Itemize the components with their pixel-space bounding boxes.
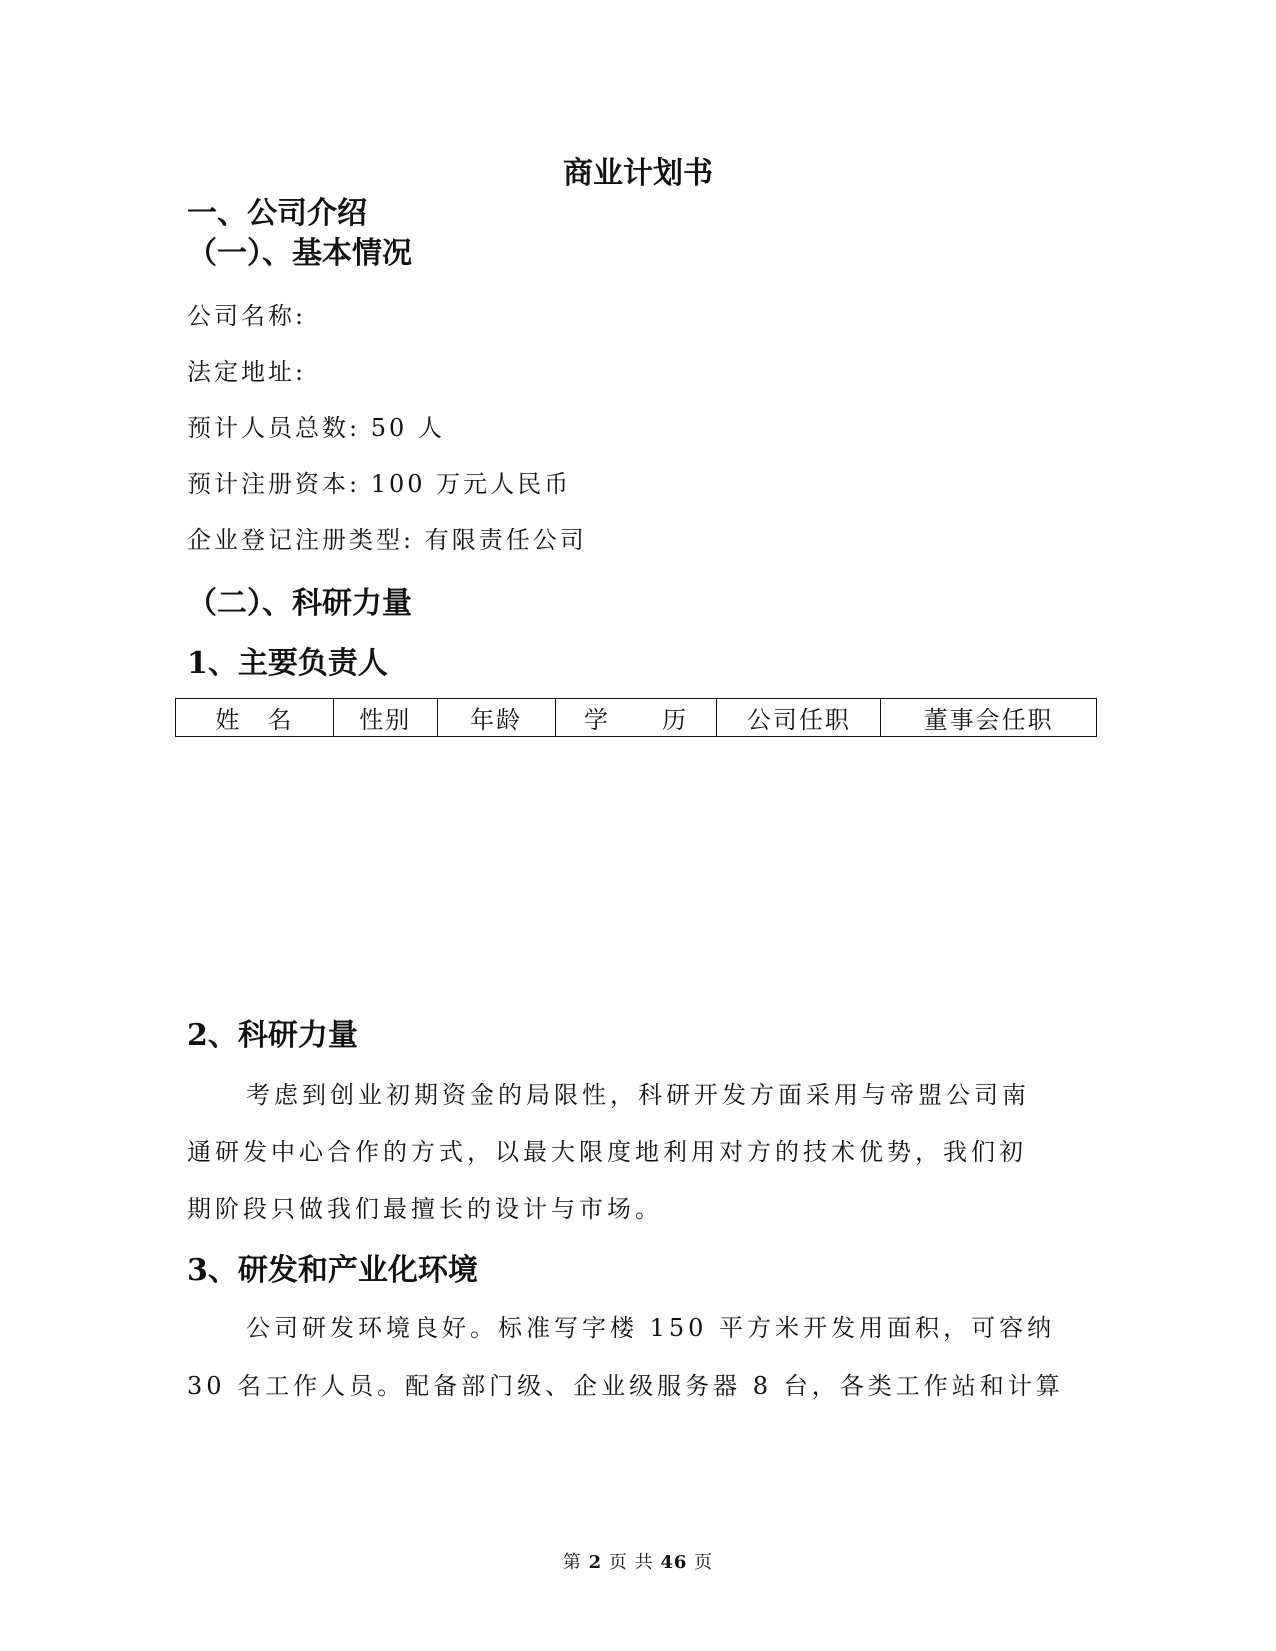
item-heading-research-strength: 2、科研力量 (187, 1018, 358, 1053)
page-footer (0, 1548, 1276, 1574)
item-heading-rd-environment: 3、研发和产业化环境 (187, 1253, 478, 1288)
footer-current-page: 2 (588, 1552, 603, 1573)
paragraph-line: 通研发中心合作的方式，以最大限度地利用对方的技术优势，我们初 (187, 1138, 1027, 1166)
footer-total-pages: 46 (660, 1552, 688, 1573)
field-company-name: 公司名称: (187, 302, 307, 330)
paragraph-line: 公司研发环境良好。标准写字楼 150 平方米开发用面积，可容纳 (246, 1314, 1056, 1342)
header-education: 学 历 (555, 699, 717, 737)
footer-prefix: 第 (562, 1552, 582, 1573)
paragraph-line: 考虑到创业初期资金的局限性，科研开发方面采用与帝盟公司南 (246, 1081, 1030, 1109)
header-name: 姓 名 (176, 699, 334, 737)
table-header-row (176, 699, 1097, 737)
footer-suffix: 页 (694, 1552, 714, 1573)
header-board-position: 董事会任职 (881, 699, 1097, 737)
principals-table (175, 698, 1097, 737)
subsection-heading-basic-info: （一）、基本情况 (187, 236, 412, 271)
document-title: 商业计划书 (563, 156, 713, 191)
section-heading-company-intro: 一、公司介绍 (187, 196, 367, 231)
field-registered-capital: 预计注册资本: 100 万元人民币 (187, 470, 572, 498)
paragraph-line: 30 名工作人员。配备部门级、企业级服务器 8 台，各类工作站和计算 (187, 1372, 1064, 1400)
header-gender: 性别 (333, 699, 437, 737)
paragraph-line: 期阶段只做我们最擅长的设计与市场。 (187, 1195, 663, 1223)
footer-middle: 页 共 (608, 1552, 654, 1573)
header-company-position: 公司任职 (717, 699, 881, 737)
field-registration-type: 企业登记注册类型: 有限责任公司 (187, 526, 587, 554)
header-age: 年龄 (437, 699, 555, 737)
item-heading-principals: 1、主要负责人 (187, 646, 388, 681)
field-staff-count: 预计人员总数: 50 人 (187, 414, 445, 442)
field-legal-address: 法定地址: (187, 358, 307, 386)
subsection-heading-research: （二）、科研力量 (187, 586, 412, 621)
